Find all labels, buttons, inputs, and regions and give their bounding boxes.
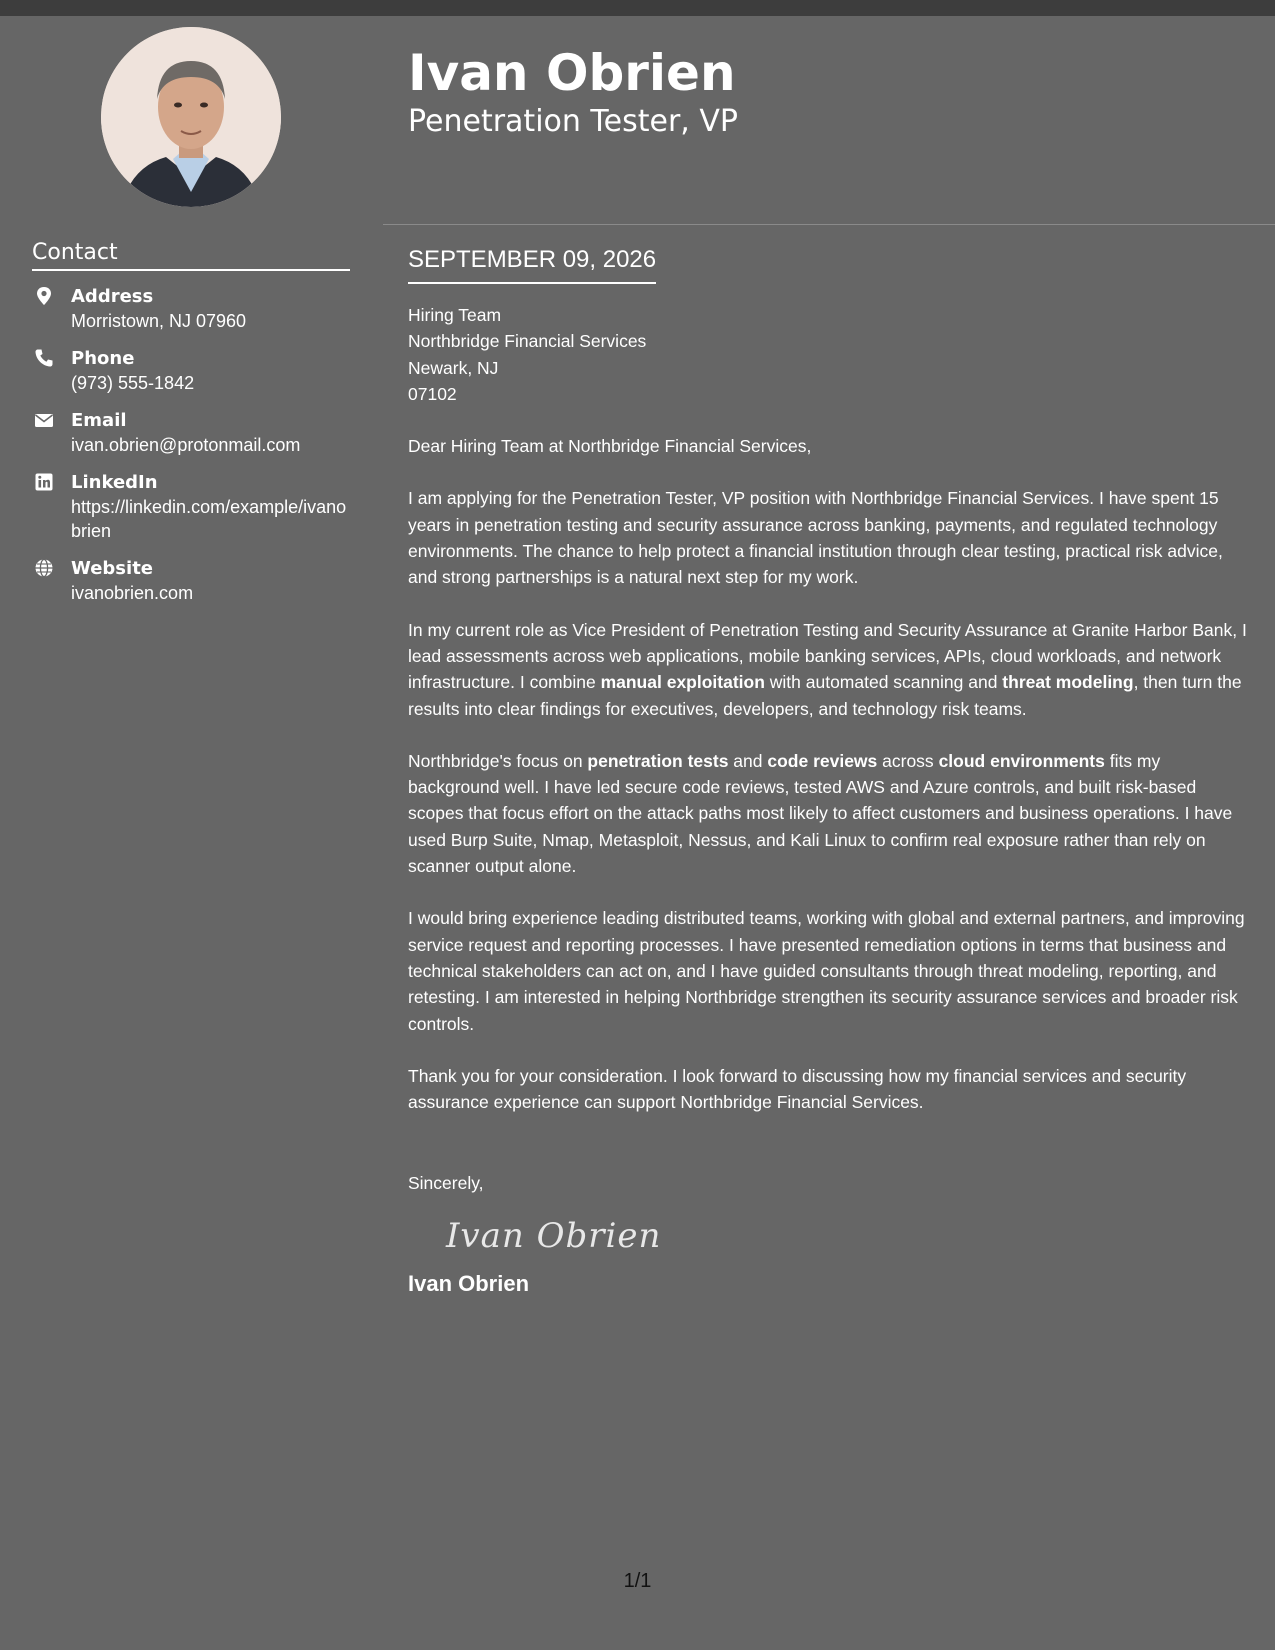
contact-value: ivanobrien.com xyxy=(71,583,194,603)
contact-value: Morristown, NJ 07960 xyxy=(71,311,247,331)
contact-label: Phone xyxy=(71,348,135,369)
top-bar xyxy=(0,0,1275,16)
recipient-line: 07102 xyxy=(408,383,457,404)
globe-icon xyxy=(34,558,54,578)
highlight: code reviews xyxy=(767,750,878,771)
letter-body xyxy=(408,302,1253,1297)
contact-linkedin xyxy=(32,471,352,543)
signer-name: Ivan Obrien xyxy=(408,1271,530,1297)
contact-value: ivan.obrien@protonmail.com xyxy=(71,435,301,455)
contact-email xyxy=(32,409,352,457)
paragraph-intro: I am applying for the Penetration Tester, VP position with Northbridge Financial Services. I have spent 15 years in penetration testing and security assurance across banking, payments, and regulated technology environments. The chance to help protect a financial institution through clear testing, practical risk advice, and strong partnerships is a natural next step for my work. xyxy=(408,488,1223,588)
paragraph-fit: Northbridge's focus on penetration tests and code reviews across cloud environments fits my background well. I have led secure code reviews, tested AWS and Azure controls, and built risk-based scopes that focus effort on the attack paths most likely to affect customers and business operations. I have used Burp Suite, Nmap, Metasploit, Nessus, and Kali Linux to confirm real exposure rather than rely on scanner output alone. xyxy=(408,750,1233,877)
contact-label: Address xyxy=(71,286,154,307)
paragraph-closing: Thank you for your consideration. I look forward to discussing how my financial services and security assurance experience can support Northbridge Financial Services. xyxy=(408,1065,1187,1113)
recipient-block xyxy=(408,302,1253,407)
letter-date: SEPTEMBER 09, 2026 xyxy=(408,244,656,284)
contact-value: (973) 555-1842 xyxy=(71,373,195,393)
envelope-icon xyxy=(34,410,54,430)
recipient-line: Northbridge Financial Services xyxy=(408,331,647,352)
highlight: cloud environments xyxy=(938,750,1105,771)
contact-value: https://linkedin.com/example/ivanobrien xyxy=(71,497,347,541)
contact-website xyxy=(32,557,352,605)
phone-icon xyxy=(34,348,54,368)
salutation: Dear Hiring Team at Northbridge Financial Services, xyxy=(408,436,812,457)
contact-label: Website xyxy=(71,558,154,579)
map-pin-icon xyxy=(34,286,54,306)
signature: Ivan Obrien xyxy=(446,1215,662,1256)
recipient-line: Hiring Team xyxy=(408,305,502,325)
page-number: 1/1 xyxy=(623,1570,652,1592)
contact-heading: Contact xyxy=(32,240,350,271)
highlight: manual exploitation xyxy=(600,672,765,693)
contact-label: LinkedIn xyxy=(71,472,158,493)
avatar xyxy=(101,27,281,207)
recipient-line: Newark, NJ xyxy=(408,357,499,378)
contact-phone xyxy=(32,347,352,395)
closing: Sincerely, xyxy=(408,1173,484,1194)
contact-list xyxy=(32,285,352,619)
linkedin-icon xyxy=(34,472,54,492)
applicant-role: Penetration Tester, VP xyxy=(408,104,738,139)
highlight: penetration tests xyxy=(587,750,729,771)
applicant-name: Ivan Obrien xyxy=(408,44,736,102)
header-divider xyxy=(383,224,1275,225)
contact-address xyxy=(32,285,352,333)
paragraph-leadership: I would bring experience leading distributed teams, working with global and external partners, and improving service request and reporting processes. I have presented remediation options in terms that business and technical stakeholders can act on, and I have guided consultants through threat modeling, reporting, and retesting. I am interested in helping Northbridge strengthen its security assurance services and broader risk controls. xyxy=(408,908,1245,1034)
paragraph-current-role: In my current role as Vice President of Penetration Testing and Security Assurance at Granite Harbor Bank, I lead assessments across web applications, mobile banking services, APIs, cloud workloads, and network infrastructure. I combine manual exploitation with automated scanning and threat modeling, then turn the results into clear findings for executives, developers, and technology risk teams. xyxy=(408,619,1247,719)
contact-label: Email xyxy=(71,410,127,431)
highlight: threat modeling xyxy=(1002,672,1134,693)
